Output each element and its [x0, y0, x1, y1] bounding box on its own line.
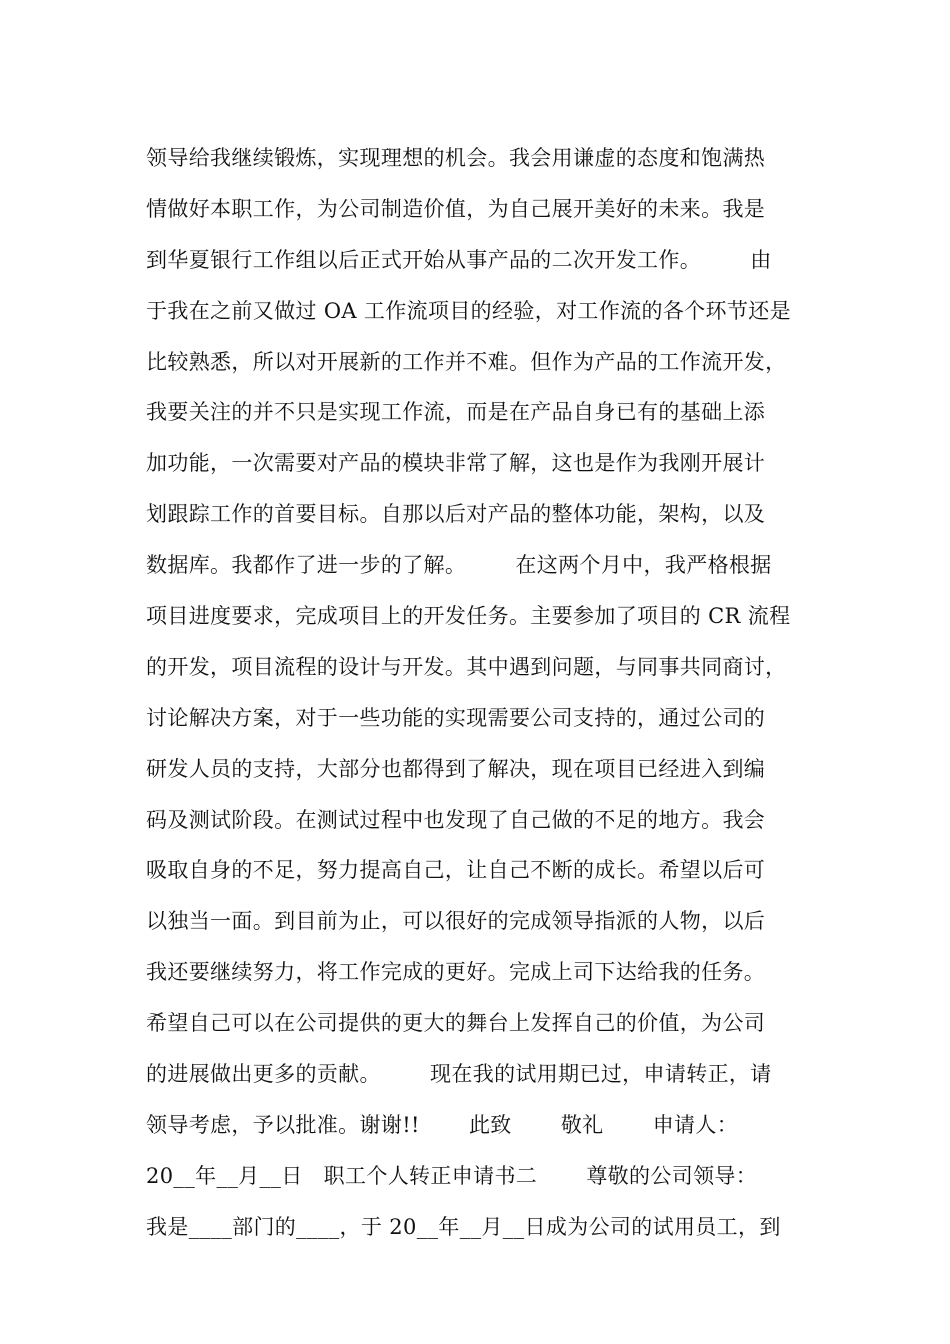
- text-line-10: 项目进度要求，完成项目上的开发任务。主要参加了项目的 CR 流程: [146, 604, 791, 629]
- text-line-21: 20__年__月__日 职工个人转正申请书二 尊敬的公司领导：: [146, 1163, 758, 1188]
- text-line-15: 吸取自身的不足，努力提高自己，让自己不断的成长。希望以后可: [146, 858, 766, 883]
- text-line-7: 加功能，一次需要对产品的模块非常了解，这也是作为我刚开展计: [146, 451, 766, 476]
- text-line-5: 比较熟悉，所以对开展新的工作并不难。但作为产品的工作流开发，: [146, 349, 787, 374]
- text-line-3: 到华夏银行工作组以后正式开始从事产品的二次开发工作。 由: [146, 247, 772, 272]
- text-line-13: 研发人员的支持，大部分也都得到了解决，现在项目已经进入到编: [146, 756, 766, 781]
- text-line-4: 于我在之前又做过 OA 工作流项目的经验，对工作流的各个环节还是: [146, 298, 791, 323]
- text-line-17: 我还要继续努力，将工作完成的更好。完成上司下达给我的任务。: [146, 960, 766, 985]
- text-line-14: 码及测试阶段。在测试过程中也发现了自己做的不足的地方。我会: [146, 807, 766, 832]
- text-line-16: 以独当一面。到目前为止，可以很好的完成领导指派的人物，以后: [146, 909, 766, 934]
- text-line-1: 领导给我继续锻炼，实现理想的机会。我会用谦虚的态度和饱满热: [146, 146, 766, 170]
- text-line-18: 希望自己可以在公司提供的更大的舞台上发挥自己的价值，为公司: [146, 1011, 766, 1036]
- text-line-20: 领导考虑，予以批准。谢谢!! 此致 敬礼 申请人：: [146, 1112, 739, 1137]
- text-line-19: 的进展做出更多的贡献。 现在我的试用期已过，申请转正，请: [146, 1062, 772, 1087]
- text-line-8: 划跟踪工作的首要目标。自那以后对产品的整体功能，架构，以及: [146, 502, 766, 527]
- text-line-22: 我是____部门的____，于 20__年__月__日成为公司的试用员工，到: [146, 1214, 781, 1239]
- text-line-11: 的开发，项目流程的设计与开发。其中遇到问题，与同事共同商讨，: [146, 654, 787, 679]
- text-line-6: 我要关注的并不只是实现工作流，而是在产品自身已有的基础上添: [146, 400, 766, 425]
- document-body: [146, 133, 826, 1253]
- text-line-9: 数据库。我都作了进一步的了解。 在这两个月中，我严格根据: [146, 553, 772, 578]
- text-line-2: 情做好本职工作，为公司制造价值，为自己展开美好的未来。我是: [146, 196, 766, 221]
- text-line-12: 讨论解决方案，对于一些功能的实现需要公司支持的，通过公司的: [146, 705, 766, 730]
